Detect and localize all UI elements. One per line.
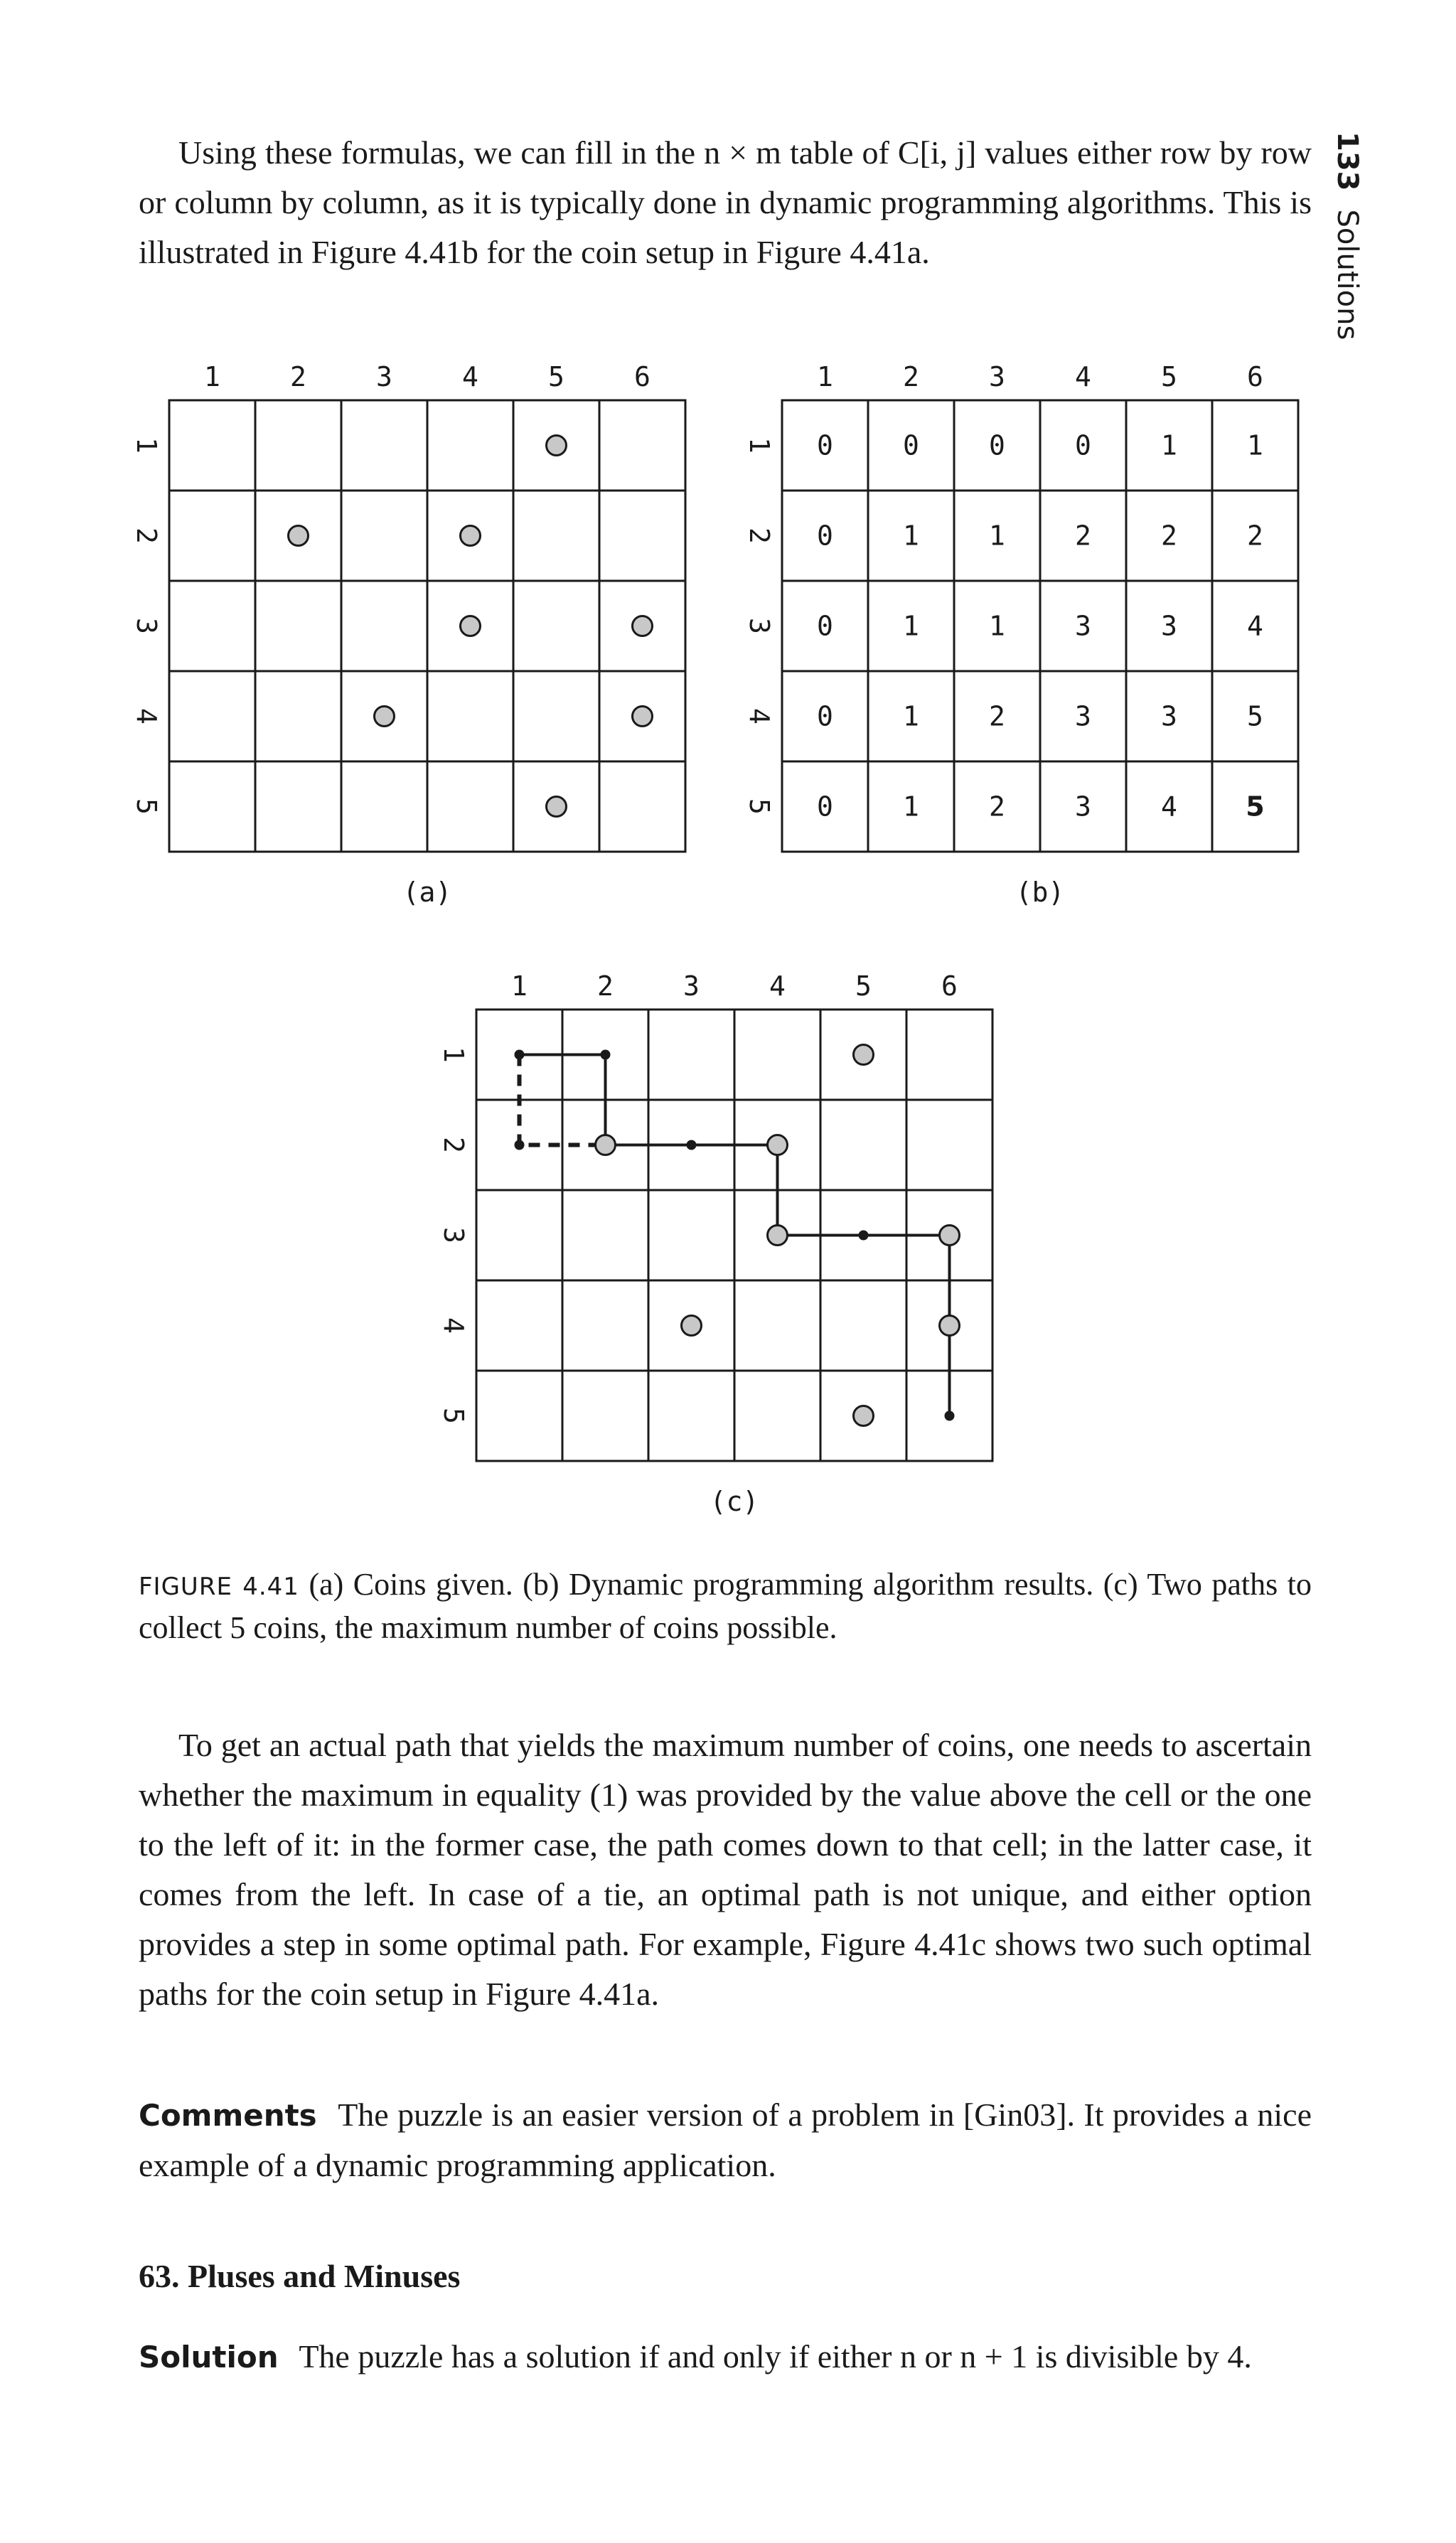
panel-c-row-label: 5 <box>438 1408 469 1424</box>
panel-b-dp-cell: 0 <box>817 791 833 823</box>
solution-text: The puzzle has a solution if and only if either n or n + 1 is divisible by 4. <box>299 2338 1252 2375</box>
panel-b-dp-cell: 0 <box>989 429 1005 461</box>
panel-b-row-label: 2 <box>744 528 775 544</box>
panel-c-path-dot <box>687 1140 697 1150</box>
panel-c-coin <box>768 1135 788 1155</box>
panel-c-row-label: 1 <box>438 1046 469 1063</box>
panel-a-column-label: 5 <box>548 361 564 392</box>
panel-b-row-label: 1 <box>744 437 775 454</box>
panel-a-label: (a) <box>402 877 452 908</box>
panel-c-column-label: 2 <box>597 970 614 1002</box>
panel-a-column-label: 1 <box>204 361 220 392</box>
panel-c-row-label: 2 <box>438 1137 469 1153</box>
panel-a-row-label: 4 <box>131 708 162 724</box>
panel-c-coin <box>768 1226 788 1246</box>
panel-b-dp-cell: 1 <box>1161 429 1177 461</box>
path-paragraph: To get an actual path that yields the maximum number of coins, one needs to ascertain whether the maximum in equality (1) was provided by the value above the cell or the one to the left of it: in the former case, the path comes down to that cell; in the latter case, it comes from the left. In case of a tie, an optimal path is not unique, and either option provides a step in some optimal path. For example, Figure 4.41c shows two such optimal paths for the coin setup in Figure 4.41a. <box>139 1727 1312 2012</box>
panel-a-coin <box>461 616 481 636</box>
panel-b-column-label: 2 <box>903 361 919 392</box>
panel-b-dp-cell: 3 <box>1075 791 1091 823</box>
panel-c-coin <box>854 1406 874 1426</box>
panel-b-dp-cell: 1 <box>1247 429 1263 461</box>
panel-c-path-dot <box>515 1050 525 1060</box>
panel-b-column-label: 4 <box>1075 361 1091 392</box>
panel-b-dp-cell: 5 <box>1247 700 1263 732</box>
panel-a-column-label: 6 <box>634 361 651 392</box>
panel-a-coin <box>547 436 567 456</box>
panel-b-dp-cell: 3 <box>1075 610 1091 642</box>
panel-b-dp-cell: 2 <box>989 791 1005 823</box>
solution-paragraph <box>139 2332 1312 2382</box>
panel-c-path-dot <box>515 1140 525 1150</box>
panel-b-label: (b) <box>1015 877 1065 908</box>
panel-b-dp-cell: 4 <box>1247 610 1263 642</box>
caption-text: (a) Coins given. (b) Dynamic programming algorithm results. (c) Two paths to collect 5 coins, the maximum number of coins possible. <box>139 1567 1312 1645</box>
panel-b-row-label: 3 <box>744 618 775 634</box>
panel-b-dp-cell: 0 <box>817 520 833 552</box>
running-head-section: Solutions <box>1331 209 1364 341</box>
panel-c-path-dot <box>945 1411 955 1421</box>
panel-c-column-label: 1 <box>511 970 528 1002</box>
panel-c-column-label: 4 <box>769 970 786 1002</box>
panel-a-coin <box>461 526 481 546</box>
panel-b-dp-cell: 1 <box>989 610 1005 642</box>
panel-c-coin <box>940 1316 960 1336</box>
solution-label: Solution <box>139 2340 279 2375</box>
panel-c-row-label: 3 <box>438 1227 469 1243</box>
panel-a-column-label: 3 <box>376 361 392 392</box>
panel-a-coin <box>547 797 567 817</box>
panel-b-dp-cell: 2 <box>1075 520 1091 552</box>
panel-b-dp-cell: 3 <box>1161 610 1177 642</box>
panel-c-label: (c) <box>710 1486 759 1517</box>
caption-label: FIGURE 4.41 <box>139 1573 299 1601</box>
panel-b-column-label: 6 <box>1247 361 1263 392</box>
panel-b-dp-cell: 5 <box>1246 791 1265 823</box>
panel-b-row-label: 4 <box>744 708 775 724</box>
panel-b-dp-cell: 2 <box>989 700 1005 732</box>
panel-b-column-label: 1 <box>817 361 833 392</box>
panel-a-coin <box>289 526 309 546</box>
panel-c-coin <box>682 1316 702 1336</box>
panel-c-path-dot <box>859 1231 869 1241</box>
panel-c-row-label: 4 <box>438 1317 469 1334</box>
panel-b-dp-cell: 1 <box>903 791 919 823</box>
panel-a-column-label: 2 <box>290 361 306 392</box>
panel-b-dp-cell: 3 <box>1161 700 1177 732</box>
panel-c-coin <box>596 1135 616 1155</box>
panel-a-row-label: 5 <box>131 798 162 815</box>
panel-a-coin <box>633 707 653 727</box>
panel-b-dp-cell: 4 <box>1161 791 1177 823</box>
panel-c-path-dot <box>601 1050 611 1060</box>
panel-a-coin <box>633 616 653 636</box>
panel-a-row-label: 2 <box>131 528 162 544</box>
panel-b-dp-cell: 1 <box>903 700 919 732</box>
panel-b-row-label: 5 <box>744 798 775 815</box>
panel-b-grid <box>782 400 1298 852</box>
panel-b-column-label: 5 <box>1161 361 1177 392</box>
intro-paragraph: Using these formulas, we can fill in the n × m table of C[i, j] values either row by row or column by column, as it is typically done in dynamic programming algorithms. This is illustrated in Figure 4.41b for the coin setup in Figure 4.41a. <box>139 134 1312 270</box>
panel-c-column-label: 5 <box>855 970 872 1002</box>
panel-b-dp-cell: 0 <box>817 610 833 642</box>
panel-b-dp-cell: 2 <box>1161 520 1177 552</box>
panel-a-coin <box>375 707 395 727</box>
panel-a-coin-grid <box>131 361 685 908</box>
panel-a-row-label: 1 <box>131 437 162 454</box>
panel-b-dp-cell: 0 <box>1075 429 1091 461</box>
panel-b-dp-cell: 3 <box>1075 700 1091 732</box>
panel-b-dp-cell: 1 <box>903 520 919 552</box>
comments-paragraph <box>139 2090 1312 2190</box>
panel-b-dp-cell: 1 <box>903 610 919 642</box>
panel-b-dp-cell: 2 <box>1247 520 1263 552</box>
panel-b-dp-cell: 0 <box>817 429 833 461</box>
panel-c-optimal-paths <box>438 970 992 1517</box>
panel-a-grid <box>169 400 685 852</box>
panel-c-column-label: 3 <box>683 970 700 1002</box>
figure-caption <box>139 1564 1312 1649</box>
comments-text: The puzzle is an easier version of a problem in [Gin03]. It provides a nice example of a dynamic programming application. <box>139 2097 1312 2183</box>
panel-c-coin <box>854 1045 874 1065</box>
panel-b-dp-cell: 1 <box>989 520 1005 552</box>
panel-b-column-label: 3 <box>989 361 1005 392</box>
panel-c-coin <box>940 1226 960 1246</box>
comments-label: Comments <box>139 2098 317 2133</box>
panel-a-row-label: 3 <box>131 618 162 634</box>
panel-b-dp-cell: 0 <box>817 700 833 732</box>
page-number: 133 <box>1331 132 1364 191</box>
panel-a-column-label: 4 <box>462 361 478 392</box>
panel-b-dp-cell: 0 <box>903 429 919 461</box>
section-title: 63. Pluses and Minuses <box>139 2258 461 2294</box>
panel-c-column-label: 6 <box>941 970 958 1002</box>
panel-b-dp-table <box>744 361 1298 908</box>
